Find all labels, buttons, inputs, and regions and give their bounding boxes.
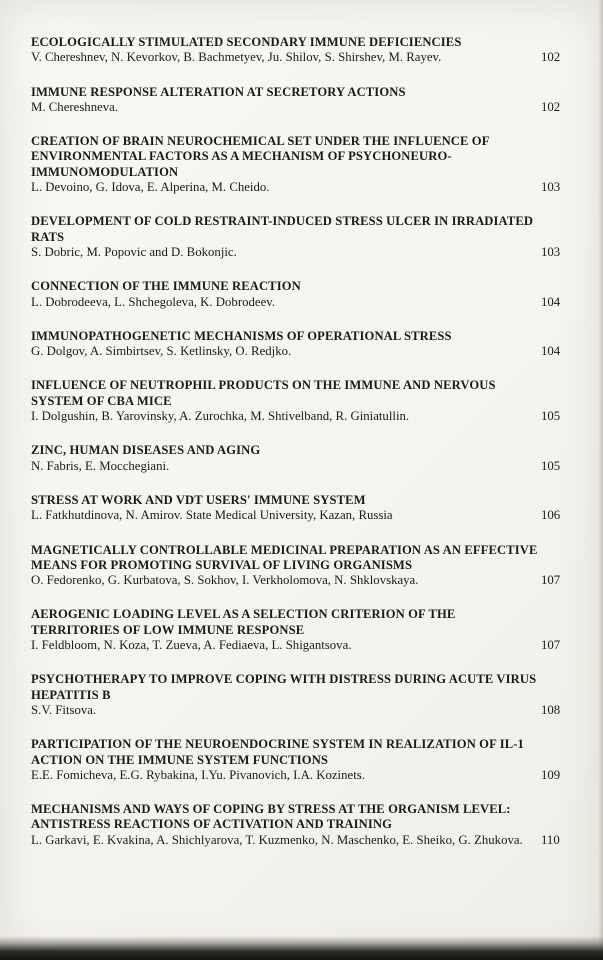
entry-title: CONNECTION OF THE IMMUNE REACTION xyxy=(31,279,301,294)
toc-entry xyxy=(31,378,573,424)
entry-page-number: 105 xyxy=(541,409,561,424)
entry-page-number: 109 xyxy=(541,767,561,782)
toc-entry xyxy=(31,443,573,474)
entry-title: MAGNETICALLY CONTROLLABLE MEDICINAL PREPARATION AS AN EFFECTIVE MEANS FOR PROMOTING SURVIVAL OF LIVING ORGANISMS xyxy=(31,542,538,572)
toc-entry xyxy=(31,607,573,653)
entry-title: AEROGENIC LOADING LEVEL AS A SELECTION CRITERION OF THE TERRITORIES OF LOW IMMUNE RESPONSE xyxy=(31,607,456,637)
entry-title: DEVELOPMENT OF COLD RESTRAINT-INDUCED STRESS ULCER IN IRRADIATED RATS xyxy=(31,214,534,244)
entry-title: MECHANISMS AND WAYS OF COPING BY STRESS AT THE ORGANISM LEVEL: ANTISTRESS REACTIONS OF ACTIVATION AND TRAINING xyxy=(31,802,511,832)
toc-entry xyxy=(31,543,573,589)
entry-title: IMMUNE RESPONSE ALTERATION AT SECRETORY ACTIONS xyxy=(31,84,406,99)
scan-edge-shadow xyxy=(598,0,603,960)
toc-entry xyxy=(31,329,573,360)
entry-authors: L. Garkavi, E. Kvakina, A. Shichlyarova, T. Kuzmenko, N. Maschenko, E. Sheiko, G. Zhukova. xyxy=(31,832,523,847)
toc-entry xyxy=(31,493,573,524)
entry-page-number: 105 xyxy=(541,458,561,473)
entry-page-number: 104 xyxy=(541,294,561,309)
entry-page-number: 102 xyxy=(541,50,561,65)
toc-entry xyxy=(31,802,573,848)
entry-authors: S.V. Fitsova. xyxy=(31,702,97,717)
entry-page-number: 110 xyxy=(541,832,560,847)
toc-entry xyxy=(31,279,573,310)
entry-page-number: 108 xyxy=(541,702,561,717)
entry-title: PARTICIPATION OF THE NEUROENDOCRINE SYSTEM IN REALIZATION OF IL-1 ACTION ON THE IMMUNE SYSTEM FUNCTIONS xyxy=(31,737,524,767)
entry-authors: I. Feldbloom, N. Koza, T. Zueva, A. Fediaeva, L. Shigantsova. xyxy=(31,638,352,653)
entry-title: CREATION OF BRAIN NEUROCHEMICAL SET UNDER THE INFLUENCE OF ENVIRONMENTAL FACTORS AS A MECHANISM OF PSYCHONEURO-IMMUNOMODULATION xyxy=(31,134,490,179)
entry-page-number: 103 xyxy=(541,180,561,195)
toc-entry xyxy=(31,134,573,195)
entry-authors: E.E. Fomicheva, E.G. Rybakina, I.Yu. Pivanovich, I.A. Kozinets. xyxy=(31,767,365,782)
toc-entry xyxy=(31,85,573,116)
entry-page-number: 102 xyxy=(541,99,561,114)
entry-authors: S. Dobric, M. Popovic and D. Bokonjic. xyxy=(31,244,237,259)
entry-authors: L. Dobrodeeva, L. Shchegoleva, K. Dobrodeev. xyxy=(31,294,276,309)
entry-title: PSYCHOTHERAPY TO IMPROVE COPING WITH DISTRESS DURING ACUTE VIRUS HEPATITIS B xyxy=(31,672,537,702)
entry-authors: N. Fabris, E. Mocchegiani. xyxy=(31,458,170,473)
entry-authors: G. Dolgov, A. Simbirtsev, S. Ketlinsky, O. Redjko. xyxy=(31,344,292,359)
entry-page-number: 106 xyxy=(541,508,561,523)
toc-entry xyxy=(31,672,573,718)
entry-title: ECOLOGICALLY STIMULATED SECONDARY IMMUNE DEFICIENCIES xyxy=(31,35,462,49)
toc-entry xyxy=(31,214,573,260)
entry-authors: V. Chereshnev, N. Kevorkov, B. Bachmetyev, Ju. Shilov, S. Shirshev, M. Rayev. xyxy=(31,50,442,65)
entry-page-number: 107 xyxy=(541,573,561,588)
entry-page-number: 107 xyxy=(541,638,561,653)
entry-authors: L. Fatkhutdinova, N. Amirov. State Medical University, Kazan, Russia xyxy=(31,508,393,523)
entry-authors: M. Chereshneva. xyxy=(31,99,119,114)
scan-edge-artifact xyxy=(0,936,603,960)
entry-authors: O. Fedorenko, G. Kurbatova, S. Sokhov, I. Verkholomova, N. Shklovskaya. xyxy=(31,573,419,588)
entry-authors: I. Dolgushin, B. Yarovinsky, A. Zurochka, M. Shtivelband, R. Giniatullin. xyxy=(31,409,410,424)
entry-title: ZINC, HUMAN DISEASES AND AGING xyxy=(31,443,261,458)
entry-authors: L. Devoino, G. Idova, E. Alperina, M. Cheido. xyxy=(31,180,270,195)
entry-title: STRESS AT WORK AND VDT USERS' IMMUNE SYSTEM xyxy=(31,492,366,507)
toc-entry xyxy=(31,35,573,66)
entry-title: INFLUENCE OF NEUTROPHIL PRODUCTS ON THE IMMUNE AND NERVOUS SYSTEM OF CBA MICE xyxy=(31,378,496,408)
entry-page-number: 103 xyxy=(541,244,561,259)
entry-title: IMMUNOPATHOGENETIC MECHANISMS OF OPERATIONAL STRESS xyxy=(31,328,452,343)
entry-page-number: 104 xyxy=(541,344,561,359)
toc-entry xyxy=(31,737,573,783)
